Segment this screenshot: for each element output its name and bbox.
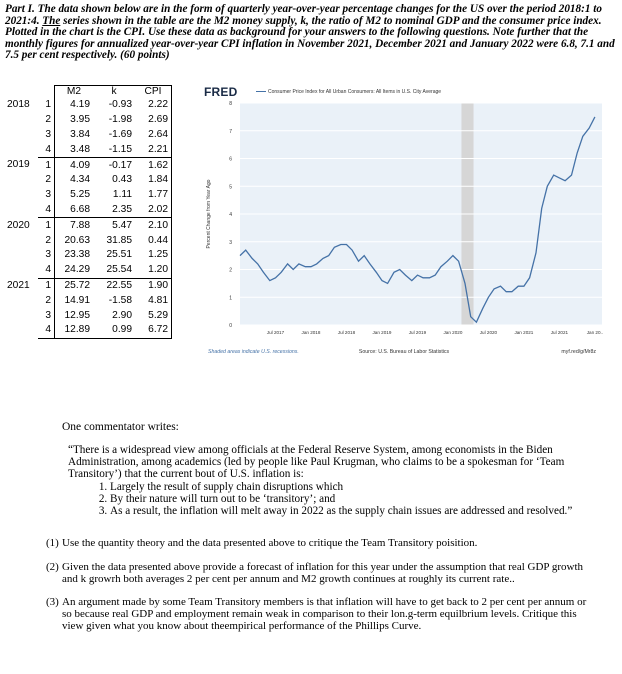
row-quarter: 4 xyxy=(38,263,55,278)
question-number: (1) xyxy=(46,537,59,549)
row-quarter: 3 xyxy=(45,249,51,261)
y-tick-label: 2 xyxy=(229,267,232,274)
quote-block xyxy=(68,444,588,517)
legend-swatch xyxy=(256,91,266,92)
table-row xyxy=(5,248,172,263)
row-m2: 20.63 xyxy=(55,233,94,248)
header-k: k xyxy=(93,86,135,99)
row-m2: 4.09 xyxy=(55,158,94,173)
row-m2: 3.95 xyxy=(55,113,94,128)
table-row xyxy=(5,158,172,173)
row-quarter: 3 xyxy=(45,189,51,201)
row-year xyxy=(5,263,38,278)
row-quarter: 4 xyxy=(38,323,55,338)
row-m2: 7.88 xyxy=(55,218,94,233)
row-quarter: 3 xyxy=(45,309,51,321)
shaded-note: Shaded areas indicate U.S. recessions. xyxy=(208,349,299,355)
row-quarter: 4 xyxy=(38,203,55,218)
intro-text-part3: series shown in the table are the M2 money supply, k, the ratio of M2 to nominal GDP and the consumer price index. Plotted in the chart is the CPI. Use these data as background for your answers to the following questions. Note further that the monthly figures for annualized year-over-year CPI inflation in November 2021, December 2021 and January 2022 were 6.8, 7.1 and 7.5 per cent respectively. (60 points) xyxy=(5,14,615,62)
question-number: (2) xyxy=(46,560,59,573)
chart-legend xyxy=(256,89,441,95)
row-m2: 3.84 xyxy=(55,128,94,143)
row-quarter: 1 xyxy=(45,219,51,231)
x-tick-label: Jul 2021 xyxy=(550,330,569,335)
row-cpi: 2.64 xyxy=(135,128,172,143)
row-m2: 6.68 xyxy=(55,203,94,218)
table-row xyxy=(5,293,172,308)
quote-item: 2. By their nature will turn out to be ‘transitory’; and xyxy=(110,493,612,505)
row-cpi: 2.02 xyxy=(135,203,172,218)
table-row xyxy=(5,128,172,143)
table-row xyxy=(5,323,172,338)
x-tick-label: Jan 2018 xyxy=(301,330,321,335)
row-m2: 12.89 xyxy=(55,323,94,338)
row-k: 0.43 xyxy=(112,174,132,186)
quote-text: “There is a widespread view among officials at the Federal Reserve System, among economists in the Biden Administration, among academics (led by people like Paul Krugman, who claims to be a spokesman for ‘Team Transitory’) that the current bout of U.S. inflation is: xyxy=(68,444,565,481)
x-tick-label: Jan 20.. xyxy=(586,330,604,335)
row-k: 25.54 xyxy=(93,263,135,278)
row-year xyxy=(5,293,38,308)
row-m2: 14.91 xyxy=(55,293,94,308)
row-year xyxy=(5,142,38,157)
legend-label: Consumer Price Index for All Urban Consumers: All Items in U.S. City Average xyxy=(268,89,442,95)
row-quarter: 2 xyxy=(45,174,51,186)
cpi-chart xyxy=(198,85,608,357)
row-quarter: 2 xyxy=(45,234,51,246)
y-tick-label: 8 xyxy=(229,101,232,107)
table-row xyxy=(5,233,172,248)
row-year: 2020 xyxy=(7,219,30,231)
row-year xyxy=(5,113,38,128)
row-year xyxy=(5,188,38,203)
chart-svg xyxy=(198,85,608,357)
table-row xyxy=(5,278,172,293)
row-cpi: 1.62 xyxy=(135,158,172,173)
questions-list xyxy=(46,538,594,645)
row-year xyxy=(5,308,38,323)
y-tick-label: 0 xyxy=(229,323,232,329)
row-k: -1.15 xyxy=(93,142,135,157)
question-item xyxy=(46,562,594,586)
y-axis-label: Percent Change from Year Ago xyxy=(206,179,212,249)
data-table xyxy=(5,85,172,339)
y-tick-label: 7 xyxy=(229,128,232,135)
y-tick-label: 6 xyxy=(229,156,232,163)
row-cpi: 1.77 xyxy=(135,188,172,203)
y-tick-label: 3 xyxy=(229,239,232,246)
row-cpi: 6.72 xyxy=(135,323,172,338)
question-text: Given the data presented above provide a forecast of inflation for this year under the assumption that real GDP growth and k growrh both averages 2 per cent per annum and M2 growth continues at roughly its current rate.. xyxy=(62,560,584,585)
row-k: 25.51 xyxy=(106,249,132,261)
row-year xyxy=(5,233,38,248)
question-item xyxy=(46,597,594,632)
row-m2: 12.95 xyxy=(55,308,94,323)
table-row xyxy=(5,142,172,157)
table-row xyxy=(5,203,172,218)
row-k: 2.90 xyxy=(112,309,132,321)
row-m2: 3.48 xyxy=(55,142,94,157)
row-k: -1.69 xyxy=(108,128,132,140)
row-k: 22.55 xyxy=(106,279,132,291)
question-text: An argument made by some Team Transitory members is that inflation will have to get back to 2 per cent per annum or so because real GDP and employment remain weak in comparison to their lon.g-term equilbrium levels. Critique this view given what you know about theempirical performance of the Phillips Curve. xyxy=(62,596,587,632)
y-tick-label: 5 xyxy=(229,184,232,191)
row-cpi: 5.29 xyxy=(135,308,172,323)
row-cpi: 1.84 xyxy=(135,173,172,188)
row-year xyxy=(5,173,38,188)
table-header-row xyxy=(5,86,172,99)
row-year xyxy=(5,128,38,143)
intro-text-part2: The xyxy=(42,14,61,27)
row-quarter: 1 xyxy=(45,279,51,291)
table-row xyxy=(5,308,172,323)
row-year: 2019 xyxy=(7,159,30,171)
x-tick-label: Jan 2019 xyxy=(372,330,392,335)
commentator-text: One commentator writes: xyxy=(62,421,179,433)
row-cpi: 2.21 xyxy=(135,142,172,157)
row-m2: 23.38 xyxy=(55,248,94,263)
row-k: -1.98 xyxy=(108,114,132,126)
row-quarter: 2 xyxy=(45,114,51,126)
row-quarter: 4 xyxy=(38,142,55,157)
quote-item: 1. Largely the result of supply chain disruptions which xyxy=(110,481,612,493)
row-cpi: 1.20 xyxy=(135,263,172,278)
table-row xyxy=(5,98,172,113)
table-row xyxy=(5,113,172,128)
row-quarter: 1 xyxy=(45,159,51,171)
x-tick-label: Jul 2017 xyxy=(266,330,285,335)
row-k: -0.17 xyxy=(108,159,132,171)
intro-paragraph xyxy=(5,4,617,62)
quote-item: 3. As a result, the inflation will melt away in 2022 as the supply chain issues are addressed and resolved.” xyxy=(110,505,612,517)
fred-logo: FRED xyxy=(204,85,238,99)
x-tick-label: Jul 2018 xyxy=(337,330,356,335)
row-m2: 4.34 xyxy=(55,173,94,188)
row-cpi: 2.22 xyxy=(135,98,172,113)
row-m2: 24.29 xyxy=(55,263,94,278)
source-note: Source: U.S. Bureau of Labor Statistics xyxy=(358,349,450,355)
row-k: -1.58 xyxy=(108,294,132,306)
row-cpi: 1.90 xyxy=(135,278,172,293)
header-cpi: CPI xyxy=(135,86,172,99)
row-year: 2021 xyxy=(7,279,30,291)
row-m2: 4.19 xyxy=(55,98,94,113)
x-tick-label: Jul 2019 xyxy=(408,330,427,335)
row-k: 31.85 xyxy=(106,234,132,246)
row-k: -0.93 xyxy=(108,99,132,111)
quote-list xyxy=(92,481,612,518)
row-cpi: 2.10 xyxy=(135,218,172,233)
header-m2: M2 xyxy=(55,86,94,99)
question-item xyxy=(46,538,594,550)
y-tick-label: 1 xyxy=(229,295,232,302)
row-k: 2.35 xyxy=(93,203,135,218)
row-quarter: 3 xyxy=(45,128,51,140)
table-row xyxy=(5,263,172,278)
row-year xyxy=(5,323,38,338)
row-m2: 5.25 xyxy=(55,188,94,203)
row-year xyxy=(5,248,38,263)
x-tick-label: Jan 2020 xyxy=(443,330,463,335)
row-cpi: 4.81 xyxy=(135,293,172,308)
intro-text-part1: Part I. The data shown below are in the form of quarterly year-over-year percentage changes for the US over the period 2018:1 to 2021:4. xyxy=(5,3,602,27)
row-cpi: 2.69 xyxy=(135,113,172,128)
table-row xyxy=(5,218,172,233)
question-text: Use the quantity theory and the data presented above to critique the Team Transitory poisition. xyxy=(62,537,478,549)
row-quarter: 1 xyxy=(45,99,51,111)
row-k: 5.47 xyxy=(112,219,132,231)
question-number: (3) xyxy=(46,596,59,609)
row-cpi: 1.25 xyxy=(135,248,172,263)
x-tick-label: Jan 2021 xyxy=(514,330,534,335)
row-year: 2018 xyxy=(7,99,30,111)
row-cpi: 0.44 xyxy=(135,233,172,248)
y-tick-label: 4 xyxy=(229,212,232,218)
table-row xyxy=(5,188,172,203)
row-k: 0.99 xyxy=(93,323,135,338)
row-m2: 25.72 xyxy=(55,278,94,293)
table-row xyxy=(5,173,172,188)
row-k: 1.11 xyxy=(112,189,132,201)
row-year xyxy=(5,203,38,218)
row-quarter: 2 xyxy=(45,294,51,306)
chart-url: myf.red/g/Mr8z xyxy=(561,349,596,355)
x-tick-label: Jul 2020 xyxy=(479,330,498,335)
